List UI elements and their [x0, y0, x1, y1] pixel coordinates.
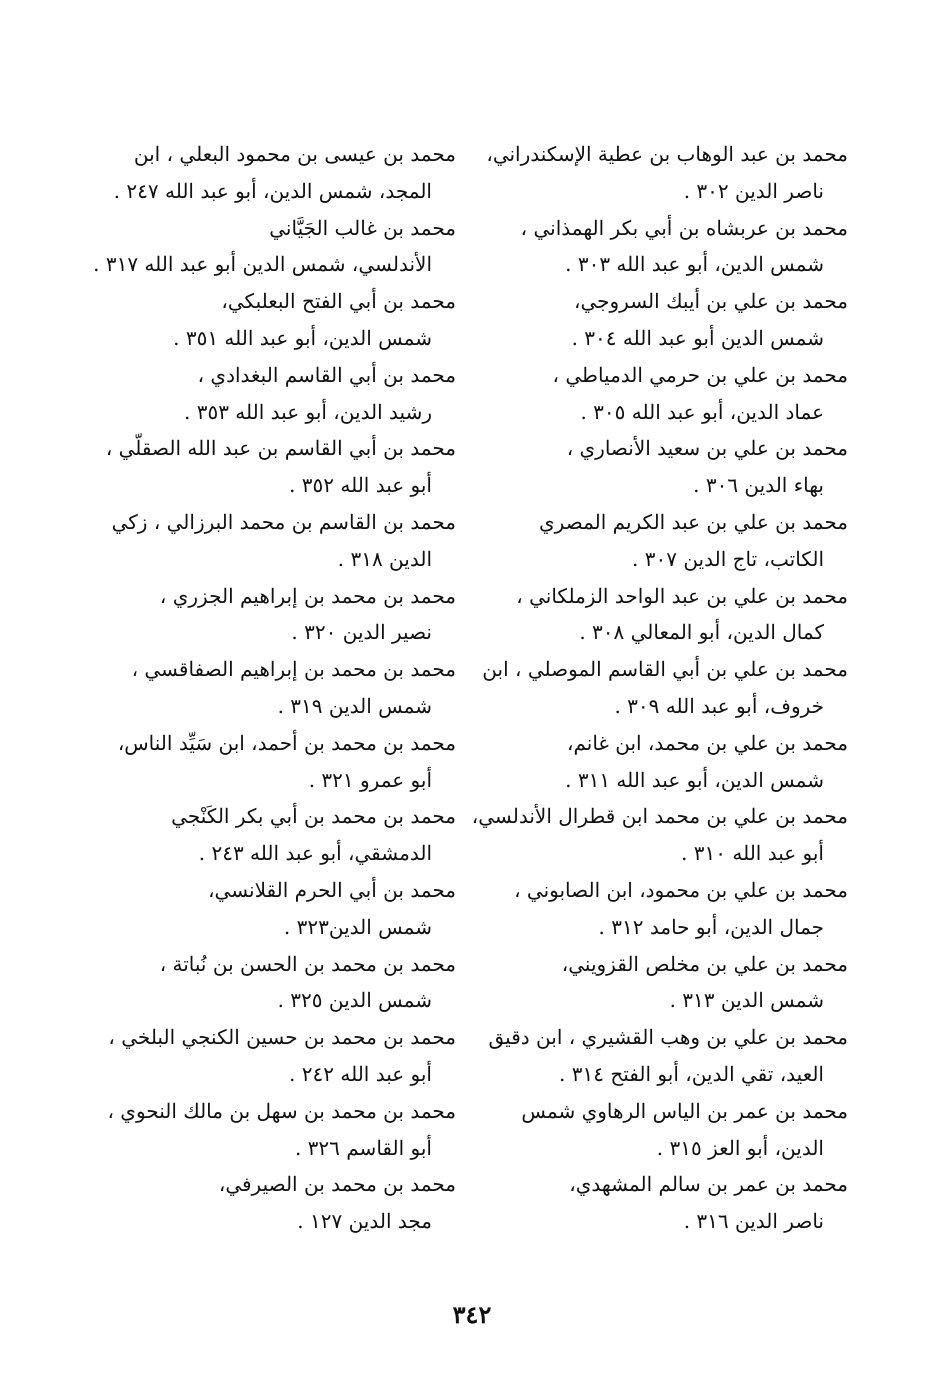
index-column-right [471, 136, 848, 1240]
index-entry [488, 430, 848, 504]
entry-detail-line: شمس الدين ٣٢٥ . [277, 988, 432, 1013]
entry-detail-line: أبو عبد الله ٢٤٢ . [289, 1061, 432, 1086]
entry-detail-line: أبو عبد الله ٣١٠ . [681, 841, 824, 866]
index-entry [96, 504, 456, 578]
entry-detail-line: الدين، أبو العز ٣١٥ . [656, 1135, 824, 1160]
entry-detail-line: رشيد الدين، أبو عبد الله ٣٥٣ . [184, 399, 432, 424]
entry-detail-line: الكاتب، تاج الدين ٣٠٧ . [632, 546, 824, 571]
entry-name-line: محمد بن عبد الوهاب بن عطية الإسكندراني، [486, 142, 848, 166]
index-entry [488, 1093, 848, 1167]
entry-name-line: محمد بن أبي الفتح البعلبكي، [221, 289, 456, 314]
entry-name-line: محمد بن علي بن أيبك السروجي، [574, 289, 848, 314]
entry-name-line: محمد بن علي بن مخلص القزويني، [561, 951, 848, 976]
index-entry [96, 872, 456, 946]
index-entry [482, 651, 848, 725]
entry-name-line: محمد بن أبي القاسم البغدادي ، [197, 362, 456, 387]
index-entry [488, 283, 848, 357]
index-entry [488, 210, 848, 284]
index-entry [471, 798, 848, 872]
entry-detail-line: أبو عبد الله ٣٥٢ . [289, 473, 432, 498]
entry-name-line: محمد بن محمد بن إبراهيم الجزري ، [159, 583, 456, 608]
entry-detail-line: كمال الدين، أبو المعالي ٣٠٨ . [579, 620, 824, 645]
entry-detail-line: نصير الدين ٣٢٠ . [291, 620, 432, 645]
entry-detail-line: جمال الدين، أبو حامد ٣١٢ . [598, 914, 824, 939]
entry-name-line: محمد بن علي بن أبي القاسم الموصلي ، ابن [482, 657, 848, 682]
entry-name-line: محمد بن علي بن عبد الواحد الزملكاني ، [516, 583, 848, 608]
entry-name-line: محمد بن أبي الحرم القلانسي، [208, 877, 456, 902]
entry-name-line: محمد بن محمد بن أحمد، ابن سَيِّد الناس، [117, 730, 456, 755]
entry-name-line: محمد بن علي بن عبد الكريم المصري [539, 509, 848, 534]
index-entry [488, 504, 848, 578]
entry-detail-line: بهاء الدين ٣٠٦ . [693, 473, 824, 498]
index-entry [488, 1166, 848, 1240]
index-entry [488, 578, 848, 652]
entry-name-line: محمد بن محمد بن الحسن بن نُباتة ، [159, 951, 456, 976]
entry-name-line: محمد بن علي بن سعيد الأنصاري ، [566, 436, 848, 461]
entry-name-line: محمد بن القاسم بن محمد البرزالي ، زكي [111, 509, 456, 534]
entry-name-line: محمد بن علي بن محمد ابن قطرال الأندلسي، [471, 804, 848, 829]
entry-name-line: محمد بن محمد بن أبي بكر الكَنْجي [171, 804, 456, 829]
entry-detail-line: ناصر الدين ٣٠٢ . [683, 178, 824, 203]
entry-detail-line: عماد الدين، أبو عبد الله ٣٠٥ . [580, 399, 824, 424]
entry-detail-line: الأندلسي، شمس الدين أبو عبد الله ٣١٧ . [93, 252, 432, 277]
entry-detail-line: شمس الدين أبو عبد الله ٣٠٤ . [571, 325, 824, 350]
entry-detail-line: شمس الدين٣٢٣ . [283, 914, 432, 939]
entry-name-line: محمد بن محمد بن الصيرفي، [218, 1172, 456, 1197]
entry-name-line: محمد بن عمر بن الياس الرهاوي شمس [521, 1098, 848, 1123]
entry-name-line: محمد بن عيسى بن محمود البعلي ، ابن [133, 142, 456, 166]
entry-name-line: محمد بن علي بن حرمي الدمياطي ، [552, 362, 848, 387]
index-entry [488, 357, 848, 431]
entry-detail-line: أبو القاسم ٣٢٦ . [294, 1135, 432, 1160]
entry-detail-line: خروف، أبو عبد الله ٣٠٩ . [614, 693, 824, 718]
index-entry [96, 430, 456, 504]
index-column-left [93, 136, 456, 1240]
entry-detail-line: شمس الدين، أبو عبد الله ٣١١ . [565, 767, 824, 792]
page-number: ٣٤٢ [452, 1300, 492, 1329]
index-entry [488, 725, 848, 799]
index-entry [96, 651, 456, 725]
entry-name-line: محمد بن محمد بن حسين الكنجي البلخي ، [108, 1025, 456, 1050]
entry-detail-line: شمس الدين، أبو عبد الله ٣٥١ . [173, 325, 432, 350]
entry-detail-line: مجد الدين ١٢٧ . [297, 1209, 432, 1234]
index-entry [488, 872, 848, 946]
entry-name-line: محمد بن عربشاه بن أبي بكر الهمذاني ، [520, 215, 848, 240]
index-entry [488, 946, 848, 1020]
index-entry [96, 725, 456, 799]
entry-detail-line: شمس الدين ٣١٣ . [669, 988, 824, 1013]
entry-detail-line: الدمشقي، أبو عبد الله ٢٤٣ . [198, 841, 432, 866]
index-entry [96, 1019, 456, 1093]
entry-name-line: محمد بن محمد بن سهل بن مالك النحوي ، [107, 1098, 456, 1123]
entry-name-line: محمد بن علي بن محمد، ابن غانم، [566, 730, 848, 755]
entry-detail-line: الدين ٣١٨ . [337, 546, 432, 571]
index-entry [96, 578, 456, 652]
entry-detail-line: ناصر الدين ٣١٦ . [683, 1209, 824, 1234]
entry-name-line: محمد بن محمد بن إبراهيم الصفاقسي ، [131, 657, 456, 682]
entry-detail-line: شمس الدين، أبو عبد الله ٣٠٣ . [565, 252, 824, 277]
index-entry [96, 357, 456, 431]
index-entry [96, 283, 456, 357]
index-entry [96, 946, 456, 1020]
index-entry [488, 136, 848, 210]
entry-name-line: محمد بن غالب الجَيَّاني [269, 215, 456, 240]
entry-name-line: محمد بن علي بن وهب القشيري ، ابن دقيق [488, 1025, 848, 1050]
index-entry [93, 210, 456, 284]
index-entry [96, 136, 456, 210]
entry-name-line: محمد بن علي بن محمود، ابن الصابوني ، [514, 877, 848, 902]
entry-name-line: محمد بن أبي القاسم بن عبد الله الصقلّي ، [105, 436, 456, 461]
entry-detail-line: العيد، تقي الدين، أبو الفتح ٣١٤ . [559, 1061, 824, 1086]
entry-detail-line: المجد، شمس الدين، أبو عبد الله ٢٤٧ . [113, 178, 432, 203]
index-entry [96, 1166, 456, 1240]
index-entry [488, 1019, 848, 1093]
entry-detail-line: أبو عمرو ٣٢١ . [308, 767, 432, 792]
index-entry [96, 1093, 456, 1167]
index-entry [96, 798, 456, 872]
entry-detail-line: شمس الدين ٣١٩ . [277, 693, 432, 718]
entry-name-line: محمد بن عمر بن سالم المشهدي، [569, 1172, 848, 1197]
